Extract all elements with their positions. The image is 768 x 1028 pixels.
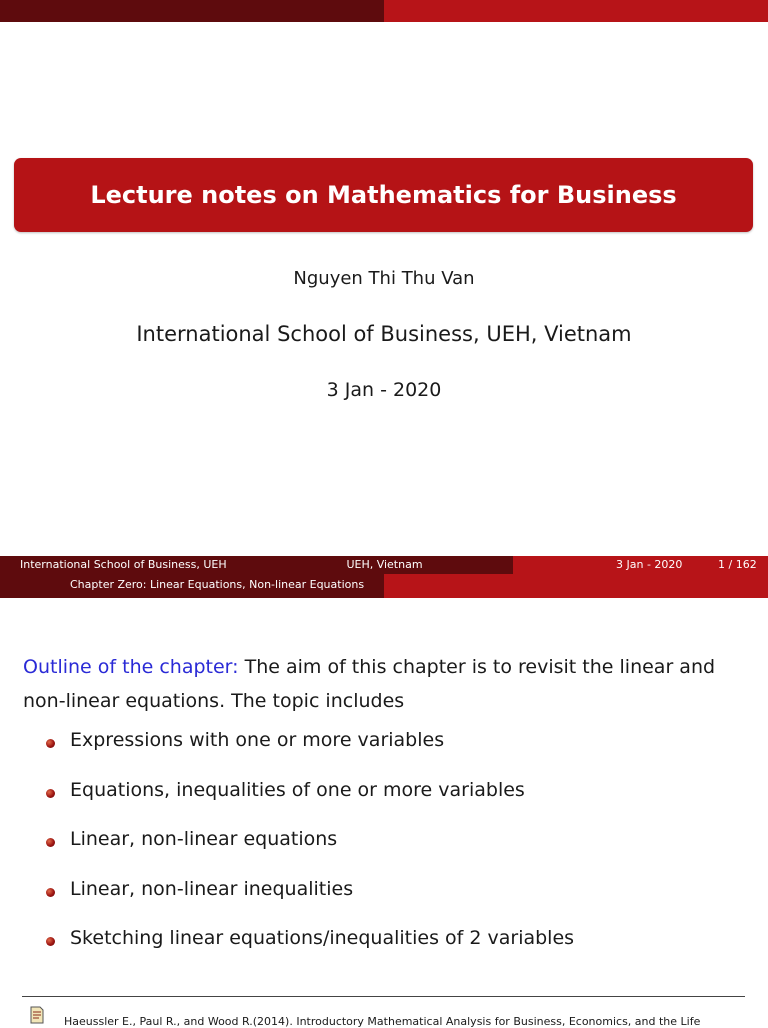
bullet-text: Linear, non-linear inequalities xyxy=(70,878,354,900)
document-icon xyxy=(30,1006,44,1024)
institute: International School of Business, UEH, Vietnam xyxy=(136,322,632,346)
outline-label: Outline of the chapter: xyxy=(23,656,239,678)
slide-title: Lecture notes on Mathematics for Business xyxy=(90,181,677,209)
header-bar-right xyxy=(384,0,768,22)
header-bar-left xyxy=(0,0,384,22)
footer-chapter-box-right xyxy=(384,574,768,598)
footer-date: 3 Jan - 2020 xyxy=(616,558,683,571)
footer-chapter: Chapter Zero: Linear Equations, Non-linear Equations xyxy=(70,578,365,591)
bullet-ball-icon xyxy=(46,739,55,748)
bullet-text: Linear, non-linear equations xyxy=(70,828,338,850)
bullet-text: Expressions with one or more variables xyxy=(70,729,445,751)
bullet-text: Sketching linear equations/inequalities of 2 variables xyxy=(70,927,575,949)
bullet-ball-icon xyxy=(46,937,55,946)
footer-location: UEH, Vietnam xyxy=(346,558,423,571)
reference-divider xyxy=(22,996,745,997)
footer-page-number: 1 / 162 xyxy=(718,558,757,571)
outline-paragraph xyxy=(23,650,748,718)
footer-center-box xyxy=(256,556,513,574)
bullet-ball-icon xyxy=(46,789,55,798)
footer-chapter-box xyxy=(0,574,384,598)
footer-right-box xyxy=(513,556,768,574)
title-box xyxy=(14,158,753,232)
footer-institution: International School of Business, UEH xyxy=(20,558,227,571)
bullet-ball-icon xyxy=(46,888,55,897)
bullet-text: Equations, inequalities of one or more variables xyxy=(70,779,525,801)
author: Nguyen Thi Thu Van xyxy=(293,268,475,289)
outline-intro-text: The aim of this chapter is to revisit the linear and non-linear equations. The topic includes xyxy=(23,656,716,712)
reference-text: Haeussler E., Paul R., and Wood R.(2014). Introductory Mathematical Analysis for Business, Economics, and the Life xyxy=(64,1015,701,1028)
footer-left-box xyxy=(0,556,256,574)
date: 3 Jan - 2020 xyxy=(326,379,442,401)
bullet-ball-icon xyxy=(46,838,55,847)
